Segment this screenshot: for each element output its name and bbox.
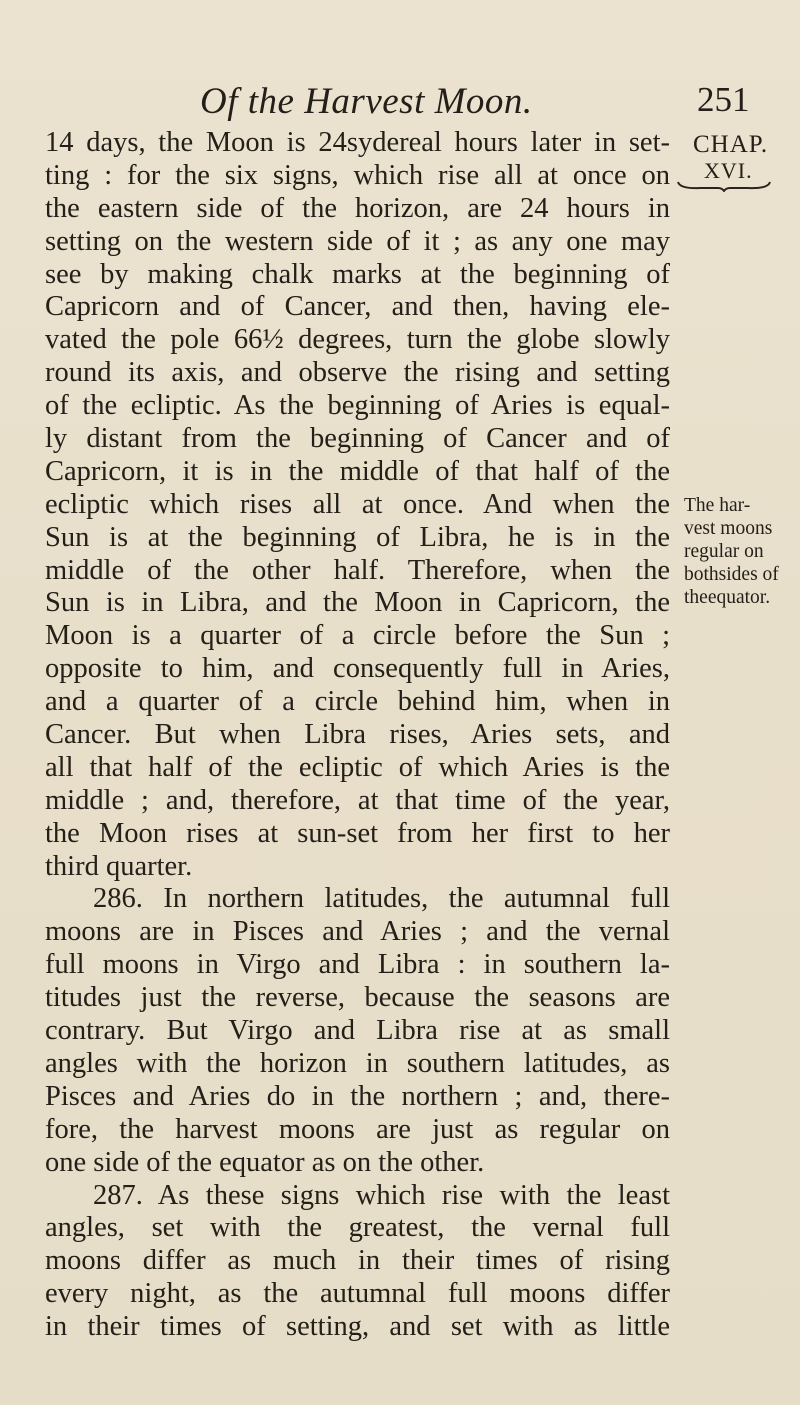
text-line: contrary. But Virgo and Libra rise at as small	[45, 1015, 670, 1047]
text-line: middle ; and, therefore, at that time of the year,	[45, 784, 670, 816]
text-line: and a quarter of a circle behind him, when in	[45, 686, 670, 718]
text-line: 14 days, the Moon is 24sydereal hours later in set-	[45, 127, 670, 158]
page-number: 251	[697, 80, 750, 119]
margin-note-line: The har-	[684, 495, 751, 516]
text-line: Capricorn and of Cancer, and then, having ele-	[45, 291, 670, 323]
text-line: ting : for the six signs, which rise all at once on	[45, 159, 670, 191]
text-line: Capricorn, it is in the middle of that half of the	[45, 455, 670, 487]
text-line: Pisces and Aries do in the northern ; and, there-	[45, 1080, 670, 1112]
text-line: see by making chalk marks at the beginning of	[45, 258, 670, 290]
text-line: moons are in Pisces and Aries ; and the vernal	[45, 916, 670, 948]
text-line: Sun is in Libra, and the Moon in Capricorn, the	[45, 587, 670, 619]
margin-note-line: vest moons	[684, 518, 773, 539]
text-line: moons differ as much in their times of rising	[45, 1245, 670, 1277]
text-line: Sun is at the beginning of Libra, he is in the	[45, 521, 670, 553]
text-line: middle of the other half. Therefore, when the	[45, 554, 670, 586]
margin-note-line: bothsides of	[684, 564, 779, 585]
text-line: Cancer. But when Libra rises, Aries sets, and	[45, 719, 670, 751]
text-line: setting on the western side of it ; as any one may	[45, 225, 670, 257]
text-line: all that half of the ecliptic of which Aries is the	[45, 751, 670, 783]
text-line: vated the pole 66½ degrees, turn the globe slowly	[45, 324, 670, 356]
text-line: ecliptic which rises all at once. And when the	[45, 488, 670, 520]
text-line: the Moon rises at sun-set from her first to her	[45, 817, 670, 849]
paragraph-start-287: 287. As these signs which rise with the least	[93, 1179, 670, 1211]
running-title: Of the Harvest Moon.	[200, 81, 533, 122]
text-line: one side of the equator as on the other.	[45, 1146, 485, 1178]
text-line: ly distant from the beginning of Cancer and of	[45, 423, 670, 455]
chapter-brace	[676, 180, 772, 192]
text-line: in their times of setting, and set with as little	[45, 1311, 670, 1343]
text-line: full moons in Virgo and Libra : in southern la-	[45, 949, 670, 981]
text-line: fore, the harvest moons are just as regular on	[45, 1113, 670, 1145]
chapter-label: CHAP.	[693, 131, 769, 158]
text-line: the eastern side of the horizon, are 24 hours in	[45, 192, 670, 224]
text-line: angles, set with the greatest, the vernal full	[45, 1212, 670, 1244]
text-line: of the ecliptic. As the beginning of Aries is equal-	[45, 390, 670, 422]
text-line: opposite to him, and consequently full in Aries,	[45, 653, 670, 685]
body-text	[45, 127, 670, 1344]
margin-note-line: theequator.	[684, 587, 771, 608]
text-line: every night, as the autumnal full moons differ	[45, 1278, 670, 1310]
text-line: titudes just the reverse, because the seasons are	[45, 982, 670, 1014]
text-line: third quarter.	[45, 850, 193, 882]
chapter-number: XVI.	[704, 158, 753, 183]
text-line: angles with the horizon in southern latitudes, as	[45, 1047, 670, 1079]
text-line: Moon is a quarter of a circle before the Sun ;	[45, 620, 670, 652]
paragraph-start-286: 286. In northern latitudes, the autumnal full	[93, 883, 670, 915]
margin-note	[684, 494, 796, 609]
margin-note-line: regular on	[684, 541, 764, 562]
text-line: round its axis, and observe the rising and setting	[45, 357, 670, 389]
